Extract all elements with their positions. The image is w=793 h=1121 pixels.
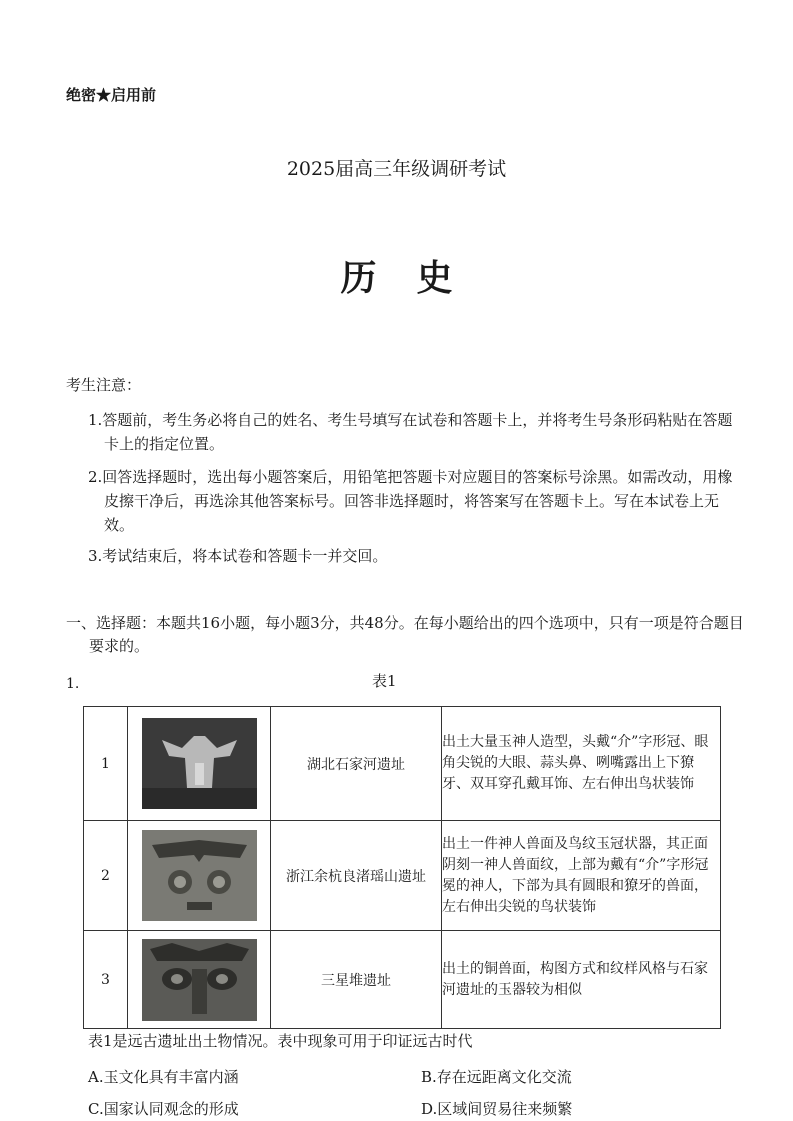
exam-title: 2025届高三年级调研考试 [286, 158, 507, 180]
table-row [84, 821, 721, 931]
relic-description: 出土的铜兽面，构图方式和纹样风格与石家河遗址的玉器较为相似 [442, 931, 721, 1029]
jade-crown-photo [142, 830, 257, 921]
notice-item-2: 2.回答选择题时，选出每小题答案后，用铅笔把答题卡对应题目的答案标号涂黑。如需改动，用橡皮擦干净后，再选涂其他答案标号。回答非选择题时，将答案写在答题卡上。写在本试卷上无效。 [88, 468, 733, 534]
table-row [84, 931, 721, 1029]
notice-heading: 考生注意： [66, 376, 142, 394]
bronze-mask-photo [142, 939, 257, 1021]
option-a[interactable]: A.玉文化具有丰富内涵 [88, 1068, 239, 1086]
question-number: 1. [66, 676, 80, 692]
table-caption: 表1 [372, 672, 397, 690]
option-b[interactable]: B.存在远距离文化交流 [421, 1068, 572, 1086]
relic-image-cell [128, 821, 271, 931]
site-name: 三星堆遗址 [271, 931, 442, 1029]
relic-image-cell [128, 707, 271, 821]
section-heading: 一、选择题：本题共16小题，每小题3分，共48分。在每小题给出的四个选项中，只有一项是符合题目要求的。 [66, 614, 744, 655]
confidential-label: 绝密★启用前 [66, 86, 157, 104]
subject-title: 历史 [340, 257, 493, 299]
relic-description: 出土一件神人兽面及鸟纹玉冠状器，其正面阴刻一神人兽面纹，上部为戴有“介”字形冠冕的神人，下部为具有圆眼和獠牙的兽面，左右伸出尖锐的鸟状装饰 [442, 821, 721, 931]
option-d[interactable]: D.区域间贸易往来频繁 [421, 1100, 573, 1118]
row-number: 2 [84, 821, 128, 931]
notice-item-1: 1.答题前，考生务必将自己的姓名、考生号填写在试卷和答题卡上，并将考生号条形码粘贴在答题卡上的指定位置。 [88, 411, 733, 453]
site-name: 湖北石家河遗址 [271, 707, 442, 821]
notice-item-3: 3.考试结束后，将本试卷和答题卡一并交回。 [88, 547, 388, 565]
relic-image-cell [128, 931, 271, 1029]
row-number: 3 [84, 931, 128, 1029]
jade-figure-photo [142, 718, 257, 809]
row-number: 1 [84, 707, 128, 821]
table-row [84, 707, 721, 821]
site-name: 浙江余杭良渚瑶山遗址 [271, 821, 442, 931]
relics-table [83, 706, 721, 1029]
option-c[interactable]: C.国家认同观念的形成 [88, 1100, 239, 1118]
relic-description: 出土大量玉神人造型，头戴“介”字形冠、眼角尖锐的大眼、蒜头鼻、咧嘴露出上下獠牙、双耳穿孔戴耳饰、左右伸出鸟状装饰 [442, 707, 721, 821]
question-stem: 表1是远古遗址出土物情况。表中现象可用于印证远古时代 [88, 1032, 473, 1050]
